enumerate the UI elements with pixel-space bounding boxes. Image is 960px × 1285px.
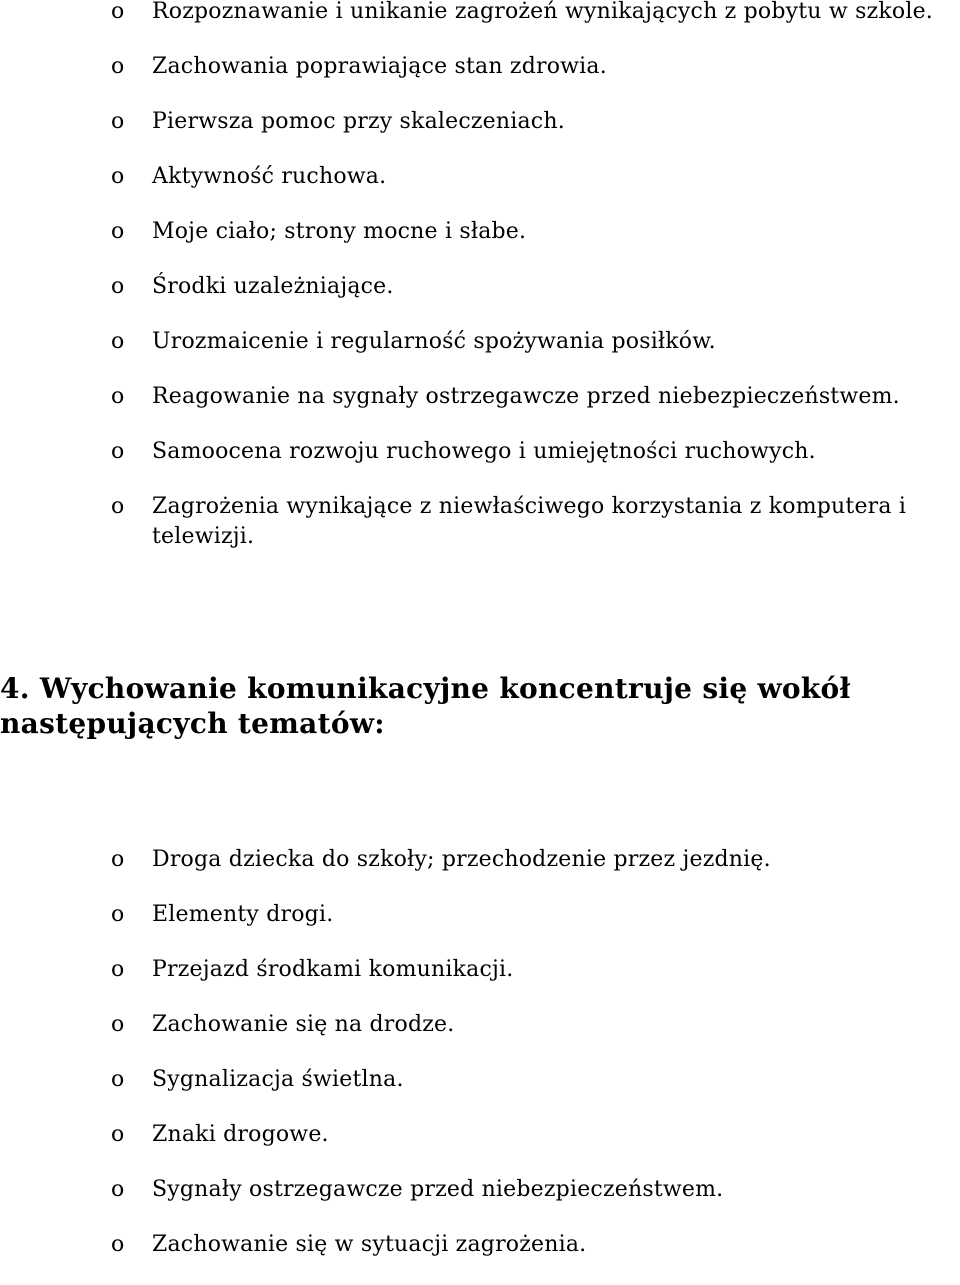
list-item-text: Zachowanie się w sytuacji zagrożenia. bbox=[152, 1232, 587, 1257]
bullet-marker: o bbox=[111, 54, 125, 79]
list-item-text: Znaki drogowe. bbox=[152, 1122, 329, 1147]
list-item-text: Sygnalizacja świetlna. bbox=[152, 1067, 404, 1092]
list-item bbox=[0, 437, 960, 467]
list-item-text: Urozmaicenie i regularność spożywania posiłków. bbox=[152, 329, 716, 354]
list-item-text: Przejazd środkami komunikacji. bbox=[152, 957, 514, 982]
section-heading: 4. Wychowanie komunikacyjne koncentruje się wokół następujących tematów: bbox=[0, 672, 851, 740]
bullet-marker: o bbox=[111, 164, 125, 189]
list-item-text: Samoocena rozwoju ruchowego i umiejętności ruchowych. bbox=[152, 439, 816, 464]
topic-list-traffic bbox=[0, 845, 960, 1285]
bullet-marker: o bbox=[111, 384, 125, 409]
bullet-marker: o bbox=[111, 1067, 125, 1092]
list-item bbox=[0, 1175, 960, 1205]
list-item bbox=[0, 162, 960, 192]
bullet-marker: o bbox=[111, 1177, 125, 1202]
bullet-marker: o bbox=[111, 1232, 125, 1257]
list-item bbox=[0, 492, 960, 552]
list-item-text: Elementy drogi. bbox=[152, 902, 334, 927]
list-item bbox=[0, 900, 960, 930]
list-item-text: Zachowanie się na drodze. bbox=[152, 1012, 455, 1037]
list-item-text: Droga dziecka do szkoły; przechodzenie przez jezdnię. bbox=[152, 847, 771, 872]
bullet-marker: o bbox=[111, 902, 125, 927]
bullet-marker: o bbox=[111, 274, 125, 299]
list-item-text: Sygnały ostrzegawcze przed niebezpieczeństwem. bbox=[152, 1177, 724, 1202]
bullet-marker: o bbox=[111, 494, 125, 519]
bullet-marker: o bbox=[111, 439, 125, 464]
list-item bbox=[0, 955, 960, 985]
list-item bbox=[0, 217, 960, 247]
list-item bbox=[0, 0, 960, 27]
bullet-marker: o bbox=[111, 0, 125, 24]
list-item bbox=[0, 1230, 960, 1260]
list-item bbox=[0, 845, 960, 875]
list-item-text: Zachowania poprawiające stan zdrowia. bbox=[152, 54, 607, 79]
list-item-text: Moje ciało; strony mocne i słabe. bbox=[152, 219, 527, 244]
list-item-text: Reagowanie na sygnały ostrzegawcze przed niebezpieczeństwem. bbox=[152, 384, 900, 409]
bullet-marker: o bbox=[111, 219, 125, 244]
list-item-text: Rozpoznawanie i unikanie zagrożeń wynikających z pobytu w szkole. bbox=[152, 0, 934, 24]
bullet-marker: o bbox=[111, 1122, 125, 1147]
list-item bbox=[0, 107, 960, 137]
list-item bbox=[0, 272, 960, 302]
list-item-text: Aktywność ruchowa. bbox=[152, 164, 387, 189]
bullet-marker: o bbox=[111, 847, 125, 872]
list-item-text: Zagrożenia wynikające z niewłaściwego korzystania z komputera i telewizji. bbox=[152, 494, 907, 549]
list-item bbox=[0, 1065, 960, 1095]
bullet-marker: o bbox=[111, 957, 125, 982]
list-item bbox=[0, 1010, 960, 1040]
list-item bbox=[0, 382, 960, 412]
list-item-text: Pierwsza pomoc przy skaleczeniach. bbox=[152, 109, 565, 134]
bullet-marker: o bbox=[111, 329, 125, 354]
list-item-text: Środki uzależniające. bbox=[152, 274, 394, 299]
list-item bbox=[0, 52, 960, 82]
bullet-marker: o bbox=[111, 109, 125, 134]
list-item bbox=[0, 1120, 960, 1150]
bullet-marker: o bbox=[111, 1012, 125, 1037]
topic-list-health bbox=[0, 0, 960, 577]
list-item bbox=[0, 327, 960, 357]
